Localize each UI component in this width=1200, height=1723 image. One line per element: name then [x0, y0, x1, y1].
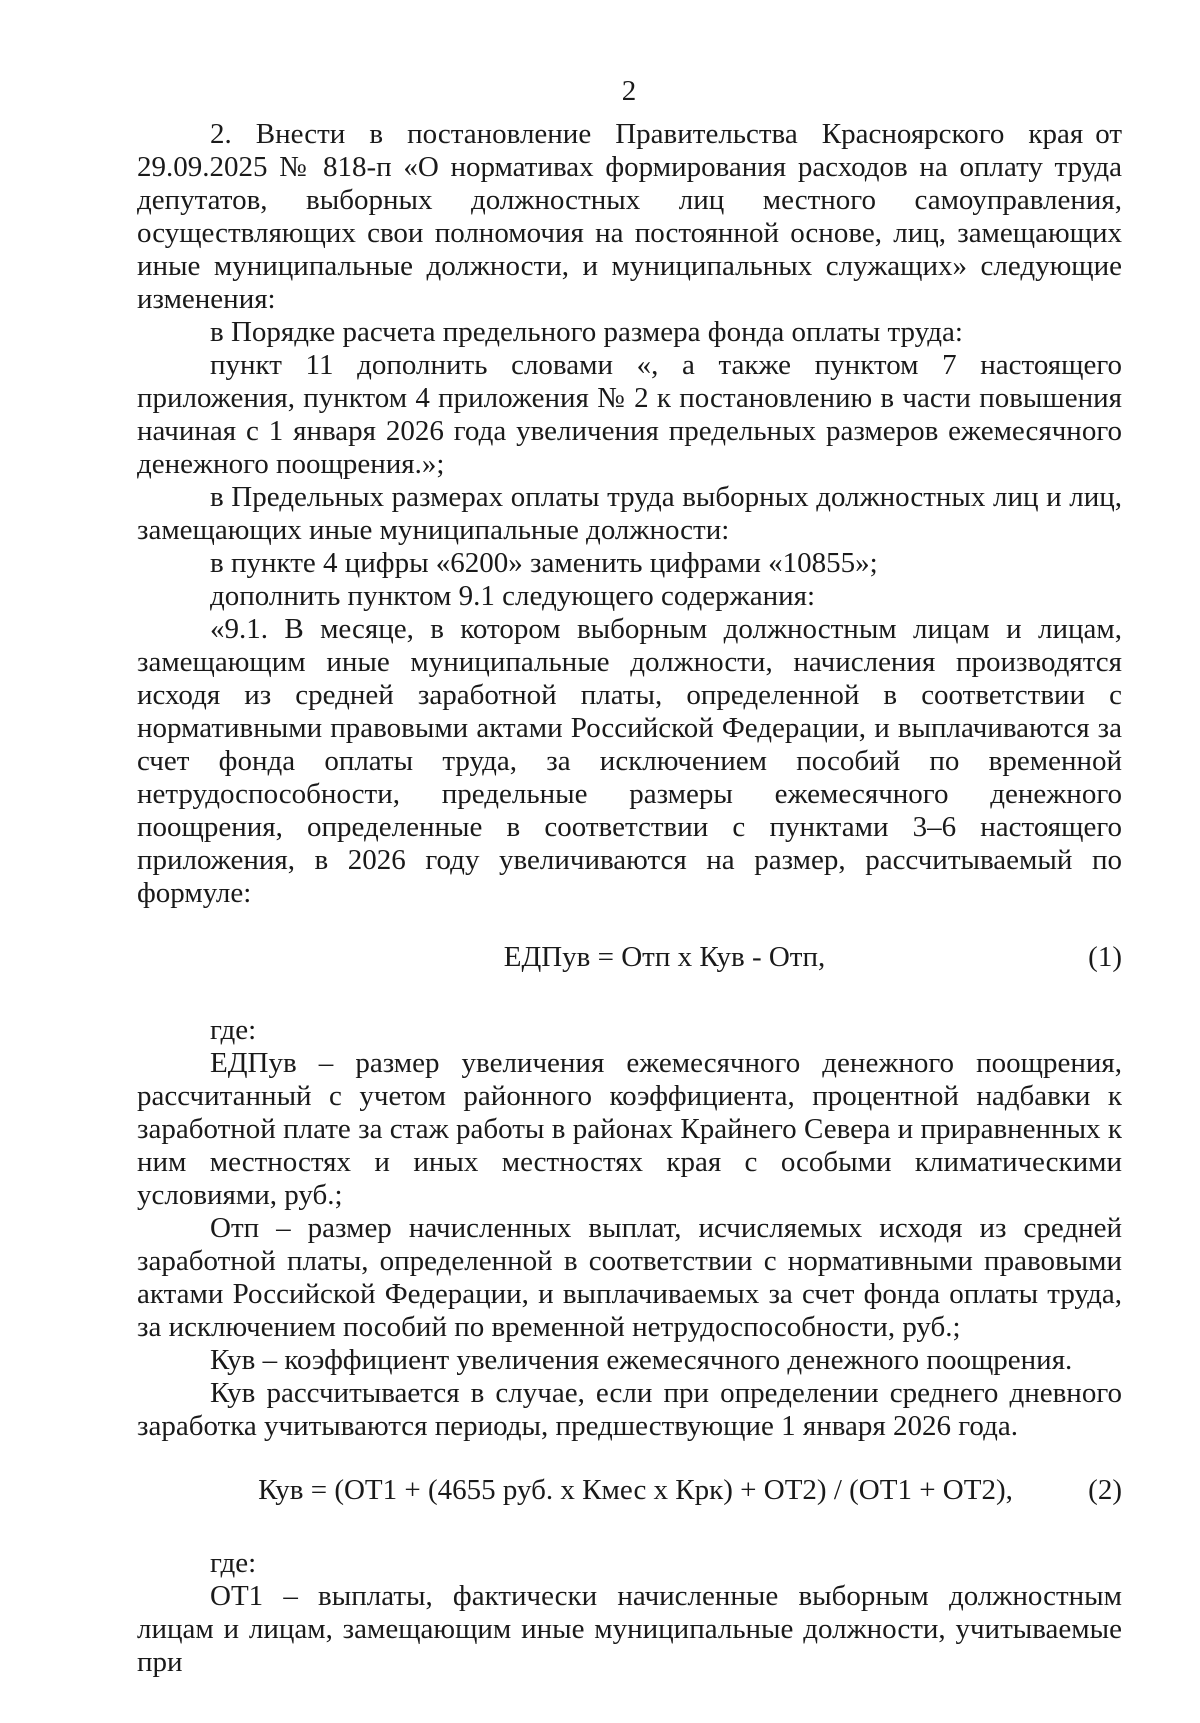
- paragraph-def-kuv: Кув – коэффициент увеличения ежемесячного денежного поощрения.: [210, 1344, 1073, 1376]
- paragraph-where-1: где:: [210, 1014, 257, 1046]
- paragraph-order-calc: в Порядке расчета предельного размера фонда оплаты труда:: [210, 316, 963, 348]
- formula-2-number: (2): [1088, 1474, 1122, 1506]
- formula-1: [137, 941, 1122, 974]
- paragraph-kuv-condition: Кув рассчитывается в случае, если при определении среднего дневного заработка учитываются периоды, предшествующие 1 января 2026 года.: [137, 1377, 1122, 1442]
- paragraph-point-11: пункт 11 дополнить словами «, а также пунктом 7 настоящего приложения, пунктом 4 приложения № 2 к постановлению в части повышения начиная с 1 января 2026 года увеличения предельных размеров ежемесячного денежного поощрения.»;: [137, 349, 1122, 480]
- formula-2: [137, 1474, 1122, 1507]
- paragraph-def-ot1: ОТ1 – выплаты, фактически начисленные выборным должностным лицам и лицам, замещающим иные муниципальные должности, учитываемые при: [137, 1580, 1122, 1678]
- paragraph-def-edpuv: ЕДПув – размер увеличения ежемесячного денежного поощрения, рассчитанный с учетом районного коэффициента, процентной надбавки к заработной плате за стаж работы в районах Крайнего Севера и приравненных к ним местностях и иных местностях края с особыми климатическими условиями, руб.;: [137, 1047, 1122, 1211]
- paragraph-item-2-intro: 2. Внести в постановление Правительства Красноярского края от 29.09.2025 № 818-п «О нормативах формирования расходов на оплату труда депутатов, выборных должностных лиц местного самоуправления, осуществляющих свои полномочия на постоянной основе, лиц, замещающих иные муниципальные должности, и муниципальных служащих» следующие изменения:: [137, 118, 1122, 315]
- formula-1-number: (1): [1088, 941, 1122, 973]
- paragraph-point-4: в пункте 4 цифры «6200» заменить цифрами «10855»;: [210, 547, 878, 579]
- paragraph-limit-sizes: в Предельных размерах оплаты труда выборных должностных лиц и лиц, замещающих иные муниципальные должности:: [137, 481, 1122, 546]
- paragraph-add-9-1: дополнить пунктом 9.1 следующего содержания:: [210, 580, 816, 612]
- page-number: 2: [621, 75, 637, 107]
- formula-2-expression: Кув = (ОТ1 + (4655 руб. х Кмес х Крк) + ОТ2) / (ОТ1 + ОТ2),: [258, 1474, 1013, 1506]
- paragraph-where-2: где:: [210, 1547, 257, 1579]
- paragraph-9-1-text: «9.1. В месяце, в котором выборным должностным лицам и лицам, замещающим иные муниципальные должности, начисления производятся исходя из средней заработной платы, определенной в соответствии с нормативными правовыми актами Российской Федерации, и выплачиваются за счет фонда оплаты труда, за исключением пособий по временной нетрудоспособности, предельные размеры ежемесячного денежного поощрения, определенные в соответствии с пунктами 3–6 настоящего приложения, в 2026 году увеличиваются на размер, рассчитываемый по формуле:: [137, 613, 1122, 909]
- paragraph-def-otp: Отп – размер начисленных выплат, исчисляемых исходя из средней заработной платы, определенной в соответствии с нормативными правовыми актами Российской Федерации, и выплачиваемых за счет фонда оплаты труда, за исключением пособий по временной нетрудоспособности, руб.;: [137, 1212, 1122, 1343]
- document-body: [137, 118, 1122, 1679]
- formula-1-expression: ЕДПув = Отп х Кув - Отп,: [503, 941, 826, 973]
